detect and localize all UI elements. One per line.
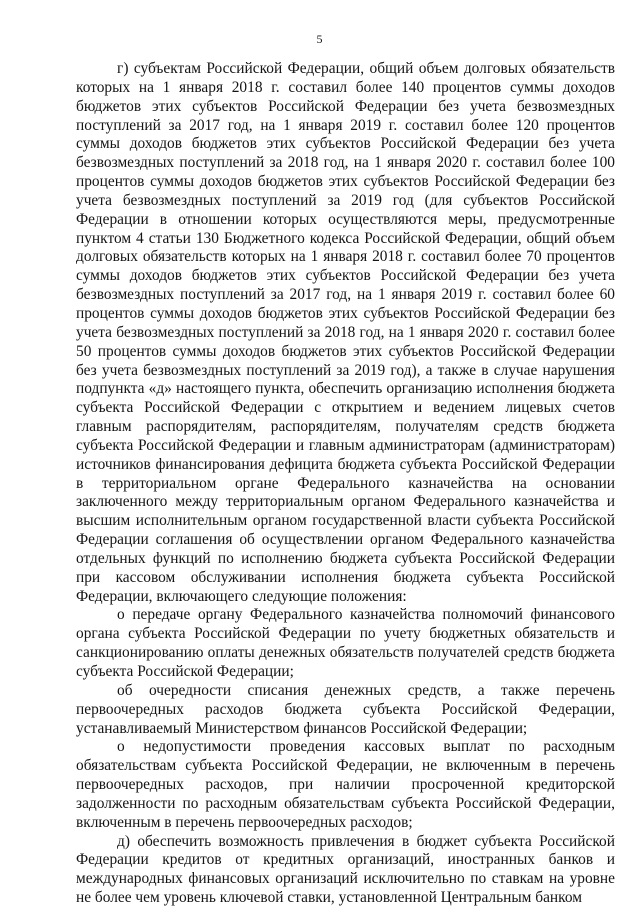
paragraph-order-of-debiting: об очередности списания денежных средств, а также перечень первоочередных расходов бюджета субъекта Российской Федерации, устанавливаемый Министерством финансов Российской Федерации;	[76, 681, 615, 737]
paragraph-transfer-of-powers: о передаче органу Федерального казначейства полномочий финансового органа субъекта Российской Федерации по учету бюджетных обязательств и санкционированию оплаты денежных обязательств получателей средств бюджета субъекта Российской Федерации;	[76, 606, 615, 680]
paragraph-inadmissibility-of-payments: о недопустимости проведения кассовых выплат по расходным обязательствам субъекта Российской Федерации, не включенным в перечень первоочередных расходов, при наличии просроченной кредиторской задолженности по расходным обязательствам субъекта Российской Федерации, включенным в перечень первоочередных расходов;	[76, 738, 615, 831]
paragraph-item-d: д) обеспечить возможность привлечения в бюджет субъекта Российской Федерации кредитов от кредитных организаций, иностранных банков и международных финансовых организаций исключительно по ставкам на уровне не более чем уровень ключевой ставки, установленной Центральным банком	[76, 832, 615, 907]
paragraph-item-g: г) субъектам Российской Федерации, общий объем долговых обязательств которых на 1 января 2018 г. составил более 140 процентов суммы доходов бюджетов этих субъектов Российской Федерации без учета безвозмездных поступлений за 2017 год, на 1 января 2019 г. составил более 120 процентов суммы доходов бюджетов этих субъектов Российской Федерации без учета безвозмездных поступлений за 2018 год, на 1 января 2020 г. составил более 100 процентов суммы доходов бюджетов этих субъектов Российской Федерации без учета безвозмездных поступлений за 2019 год (для субъектов Российской Федерации в отношении которых осуществляются меры, предусмотренные пунктом 4 статьи 130 Бюджетного кодекса Российской Федерации, общий объем долговых обязательств которых на 1 января 2018 г. составил более 70 процентов суммы доходов бюджетов этих субъектов Российской Федерации без учета безвозмездных поступлений за 2017 год, на 1 января 2019 г. составил более 60 процентов суммы доходов бюджетов этих субъектов Российской Федерации без учета безвозмездных поступлений за 2018 год, на 1 января 2020 г. составил более 50 процентов суммы доходов бюджетов этих субъектов Российской Федерации без учета безвозмездных поступлений за 2019 год), а также в случае нарушения подпункта «д» настоящего пункта, обеспечить организацию исполнения бюджета субъекта Российской Федерации с открытием и ведением лицевых счетов главным распорядителям, распорядителям, получателям средств бюджета субъекта Российской Федерации и главным администраторам (администраторам) источников финансирования дефицита бюджета субъекта Российской Федерации в территориальном органе Федерального казначейства на основании заключенного между территориальным органом Федерального казначейства и высшим исполнительным органом государственной власти субъекта Российской Федерации соглашения об осуществлении органом Федерального казначейства отдельных функций по исполнению бюджета субъекта Российской Федерации при кассовом обслуживании исполнения бюджета субъекта Российской Федерации, включающего следующие положения:	[76, 60, 615, 605]
body-text	[76, 60, 615, 908]
page-number: 5	[316, 32, 323, 46]
